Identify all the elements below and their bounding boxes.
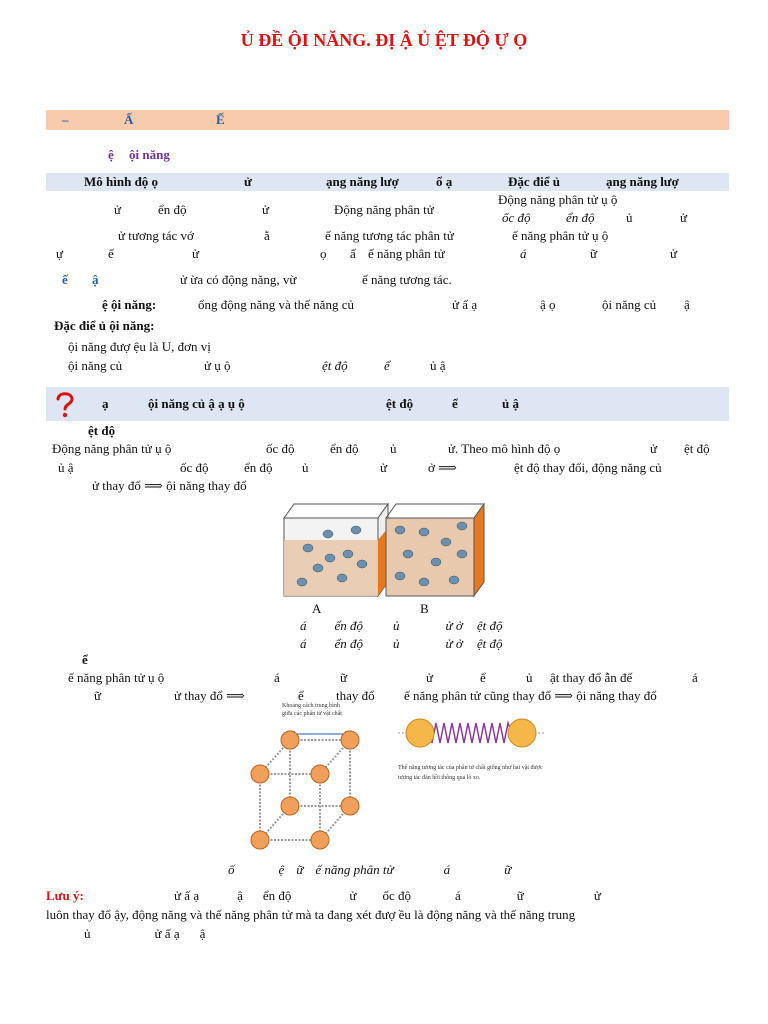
lattice-top-label-2: giữa các phân tử vật chất	[282, 711, 342, 717]
note-line3: ủ ử ấ ạ ậ	[84, 926, 206, 941]
temp-line1e: ử. Theo mô hình độ ọ	[448, 441, 561, 456]
intro-heading	[108, 147, 170, 163]
table-cell: ử	[114, 202, 122, 217]
table-cell: ự	[56, 246, 64, 261]
section2-t1: ạ	[102, 396, 109, 411]
definition-text: ổng động năng và thế năng củ	[198, 297, 354, 312]
section-word-1: Ấ	[124, 112, 134, 127]
volume-line2c: ể	[298, 688, 304, 703]
temp-line2f: ở ⟹	[428, 460, 457, 475]
figure-caption-b: á ển độ ủ ử ở ệt độ	[300, 636, 503, 651]
box-b	[386, 504, 484, 596]
volume-heading: ể	[82, 652, 88, 667]
box-b-label: B	[420, 601, 429, 616]
section-header-1	[46, 110, 729, 130]
volume-line1d: ử	[426, 670, 434, 685]
properties-heading: Đặc điể ủ ội năng:	[54, 318, 155, 333]
properties-item-2b: ử ụ ộ	[204, 358, 231, 373]
section2-t2: ội năng củ ậ ạ ụ ộ	[148, 396, 245, 411]
note-line1: ử ấ ạ ậ ển độ ử ốc độ á ữ ử	[174, 888, 601, 903]
page-title: Ủ ĐỀ ỘI NĂNG. ĐỊ Ậ Ủ ỆT ĐỘ Ự Ọ	[240, 30, 528, 50]
volume-line1c: ữ	[340, 670, 348, 685]
intro-heading-w1: ệ	[108, 147, 114, 162]
box-a-label: A	[312, 601, 322, 616]
volume-line2a: ữ	[94, 688, 102, 703]
table-header-cell: ử	[244, 174, 252, 189]
box-a	[284, 504, 388, 596]
table-cell: ử tương tác vớ	[118, 228, 194, 243]
intro-heading-w2: ội năng	[129, 147, 170, 162]
lattice-caption: ố ệ ữ ế năng phân tử á ữ	[228, 862, 512, 877]
summary-d: ế năng tương tác.	[362, 272, 452, 287]
table-cell: ử	[670, 246, 678, 261]
definition-text: ử ấ ạ	[452, 297, 478, 312]
table-cell: Động năng phân tử	[334, 202, 434, 217]
temp-line2c: ển độ	[244, 460, 273, 475]
definition-label: ệ ội năng:	[102, 297, 157, 312]
figure-caption-a: á ển độ ủ ử ở ệt độ	[300, 618, 503, 633]
section-header-2	[46, 387, 729, 421]
temp-line1b: ốc độ	[266, 441, 295, 456]
properties-item-2a: ội năng củ	[68, 358, 123, 373]
definition-text: ậ	[684, 297, 690, 312]
lattice-top-label: Khoảng cách trung bình	[282, 703, 340, 709]
molecular-lattice-illustration	[232, 704, 382, 856]
section-dash: –	[62, 112, 69, 127]
table-cell: ử	[192, 246, 200, 261]
temperature-boxes-illustration	[278, 496, 488, 600]
table-cell: ốc độ	[502, 210, 531, 225]
volume-line1a: ế năng phân tử ụ ộ	[68, 670, 165, 685]
table-cell: ấ	[350, 246, 356, 261]
temp-line2b: ốc độ	[180, 460, 209, 475]
properties-item-2d: ể	[384, 358, 390, 373]
table-header-cell: ổ ạ	[436, 174, 453, 189]
definition-text: ậ ọ	[540, 297, 556, 312]
table-cell: ằ	[264, 228, 270, 243]
definition-text: ội năng củ	[602, 297, 657, 312]
section-word-2: Ế	[216, 112, 225, 127]
summary-c: ử ừa có động năng, vừ	[180, 272, 297, 287]
temp-line2a: ủ ậ	[58, 460, 74, 475]
section2-t3: ệt độ	[386, 396, 414, 411]
temp-line1a: Động năng phân tử ụ ộ	[52, 441, 172, 456]
table-cell: á	[520, 246, 527, 261]
summary-a: ế	[62, 272, 68, 287]
temp-line1c: ển độ	[330, 441, 359, 456]
volume-line1e: ể	[480, 670, 486, 685]
section2-t5: ủ ậ	[502, 396, 519, 411]
table-header-cell: Đặc điể ủ	[508, 174, 560, 189]
table-cell: ữ	[590, 246, 598, 261]
volume-line2e: ế năng phân tử cũng thay đổ ⟹ ội năng thay đổ	[404, 688, 657, 703]
table-cell: ử	[680, 210, 688, 225]
properties-item-1: ội năng đượ ệu là U, đơn vị	[68, 339, 211, 354]
volume-line2d: thay đổ	[336, 688, 375, 703]
summary-b: ậ	[92, 272, 99, 287]
volume-line1f: ủ	[526, 670, 533, 685]
table-cell: ển độ	[158, 202, 187, 217]
volume-line1b: á	[274, 670, 280, 685]
temp-line3: ử thay đổ ⟹ ội năng thay đổ	[92, 478, 247, 493]
temp-line1g: ệt độ	[684, 441, 710, 456]
temp-line2d: ủ	[302, 460, 309, 475]
volume-line1h: á	[692, 670, 698, 685]
table-cell: ế năng tương tác phân tử	[325, 228, 454, 243]
section2-t4: ể	[452, 396, 458, 411]
temp-line1f: ử	[650, 441, 658, 456]
temp-line1d: ủ	[390, 441, 397, 456]
table-header-cell: ạng năng lượ	[326, 174, 399, 189]
note-line2: luôn thay đổ ậy, động năng và thế năng phân tử mà ta đang xét đượ ều là động năng và thế năng trung	[46, 907, 576, 922]
table-cell: ế năng phân tử	[368, 246, 445, 261]
table-cell: ử	[262, 202, 270, 217]
table-header	[46, 173, 729, 191]
table-header-cell: Mô hình độ ọ	[84, 174, 159, 189]
note-label: Lưu ý:	[46, 888, 84, 903]
properties-item-2e: ủ ậ	[430, 358, 446, 373]
volume-line1g: ật thay đổ ẫn đế	[550, 670, 633, 685]
table-cell: ọ	[320, 246, 327, 261]
question-mark-icon	[54, 390, 76, 418]
table-cell: ủ	[626, 210, 633, 225]
table-cell: ế	[108, 246, 114, 261]
table-cell: ển độ	[566, 210, 595, 225]
table-header-cell: ạng năng lượ	[606, 174, 679, 189]
temp-heading: ệt độ	[88, 423, 116, 438]
temp-line2g: ệt độ thay đổi, động năng củ	[514, 460, 662, 475]
temp-line2e: ử	[380, 460, 388, 475]
spring-model-illustration	[398, 716, 544, 750]
table-cell: Động năng phân tử ụ ộ	[498, 192, 618, 207]
table-cell: ế năng phân tử ụ ộ	[512, 228, 609, 243]
volume-line2b: ử thay đổ ⟹	[174, 688, 245, 703]
spring-model-note: Thế năng tương tác của phân tử chất giống như hai vật được tương tác đàn hồi thông qua lò xo.	[398, 765, 543, 781]
properties-item-2c: ệt độ	[322, 358, 348, 373]
